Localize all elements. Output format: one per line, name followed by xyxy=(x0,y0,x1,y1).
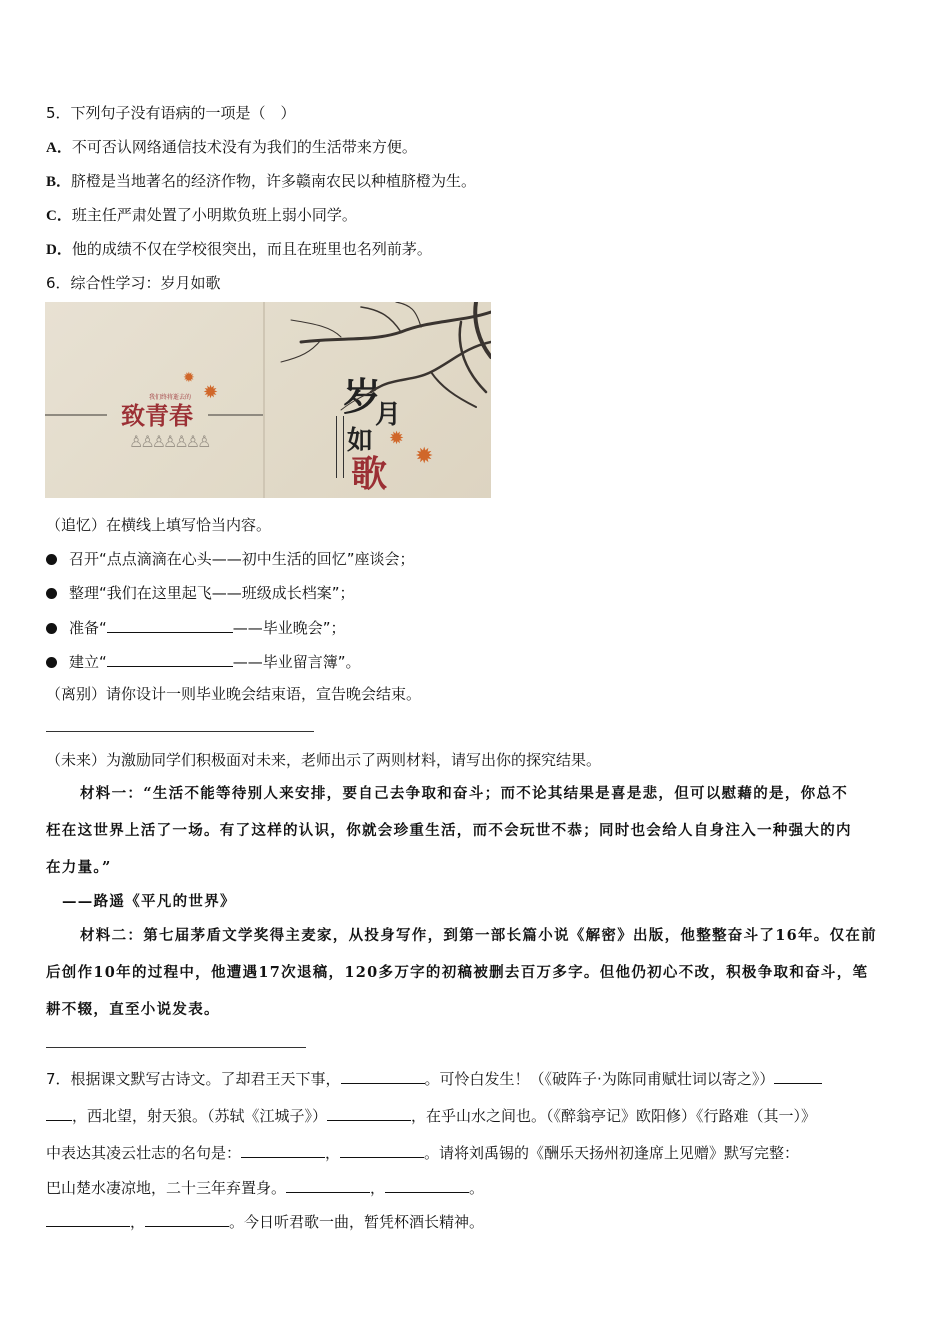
q6-bullet-item xyxy=(46,549,415,569)
q5-option-d[interactable] xyxy=(46,239,432,260)
option-letter: D． xyxy=(46,242,72,258)
option-letter: B． xyxy=(46,174,72,190)
fill-blank[interactable] xyxy=(774,1068,822,1084)
bullet-icon xyxy=(46,657,57,668)
bullet-icon xyxy=(46,588,57,599)
option-letter: C． xyxy=(46,208,72,224)
q7-text: ，在乎山水之间也。（《醉翁亭记》欧阳修）《行路难（其一）》 xyxy=(411,1107,817,1125)
bullet-text: ——毕业晚会”； xyxy=(232,619,346,637)
calligraphy-char: 岁 xyxy=(343,374,382,419)
illustration-rule-right xyxy=(208,414,263,416)
q6-future-prompt: （未来）为激励同学们积极面对未来，老师出示了两则材料，请写出你的探究结果。 xyxy=(46,751,602,769)
fill-blank[interactable] xyxy=(241,1142,325,1158)
q7-line xyxy=(46,1211,484,1232)
q6-bullet-item xyxy=(46,617,346,638)
material1-line: 枉在这世界上活了一场。有了这样的认识，你就会珍重生活，而不会玩世不恭；同时也会给人自身注入一种强大的内 xyxy=(46,822,852,839)
illustration-left-title: 致青春 xyxy=(121,402,193,430)
bullet-text: 整理“我们在这里起飞——班级成长档案”； xyxy=(69,584,355,602)
fill-blank[interactable] xyxy=(145,1211,229,1227)
material2-line: 后创作10年的过程中，他遭遇17次退稿，120多万字的初稿被删去百万多字。但他仍初心不改，积极争取和奋斗，笔 xyxy=(46,964,869,981)
q7-text: 。今日听君歌一曲，暂凭杯酒长精神。 xyxy=(229,1213,485,1231)
q7-text: 。可怜白发生！（《破阵子·为陈同甫赋壮词以寄之》） xyxy=(424,1070,775,1088)
tree-branches-icon xyxy=(261,302,491,412)
answer-line-farewell[interactable] xyxy=(46,731,314,732)
q7-text: 中表达其凌云壮志的名句是： xyxy=(46,1144,242,1162)
q6-stem: 6．综合性学习：岁月如歌 xyxy=(46,274,221,292)
q6-recall-prompt: （追忆）在横线上填写恰当内容。 xyxy=(46,516,272,534)
fill-blank-message-book[interactable] xyxy=(107,651,233,667)
material1-line: 材料一：“生活不能等待别人来安排，要自己去争取和奋斗；而不论其结果是喜是悲，但可以慰藉的是，你总不 xyxy=(80,785,849,802)
q6-illustration xyxy=(45,302,491,498)
q7-line xyxy=(46,1142,799,1163)
q7-text: ， xyxy=(370,1179,386,1197)
fill-blank[interactable] xyxy=(286,1177,370,1193)
q6-bullet-item xyxy=(46,583,355,603)
q7-text: 。 xyxy=(469,1179,485,1197)
q7-text: 。请将刘禹锡的《酬乐天扬州初逢席上见赠》默写完整： xyxy=(424,1144,800,1162)
fill-blank[interactable] xyxy=(327,1105,411,1121)
maple-leaf-icon: ✹ xyxy=(389,428,405,449)
bullet-icon xyxy=(46,554,57,565)
q5-stem: 5．下列句子没有语病的一项是（ ） xyxy=(46,104,296,122)
q6-bullet-item xyxy=(46,651,361,672)
option-text: 班主任严肃处置了小明欺负班上弱小同学。 xyxy=(71,206,357,224)
maple-leaf-icon: ✹ xyxy=(183,370,195,386)
fill-blank[interactable] xyxy=(340,1142,424,1158)
q5-option-b[interactable] xyxy=(46,171,476,192)
material1-source: ——路遥《平凡的世界》 xyxy=(62,893,236,910)
fill-blank[interactable] xyxy=(385,1177,469,1193)
answer-line-future[interactable] xyxy=(46,1047,306,1048)
bullet-text: 准备“ xyxy=(69,619,107,637)
option-text: 不可否认网络通信技术没有为我们的生活带来方便。 xyxy=(71,138,417,156)
q7-text: ，西北望，射天狼。（苏轼《江城子》） xyxy=(72,1107,328,1125)
bullet-text: 召开“点点滴滴在心头——初中生活的回忆”座谈会； xyxy=(69,550,415,568)
q7-text: 巴山楚水凄凉地，二十三年弃置身。 xyxy=(46,1179,287,1197)
calligraphy-char: 月 xyxy=(375,400,402,430)
calligraphy-char: 歌 xyxy=(351,453,388,495)
q7-text: 7．根据课文默写古诗文。了却君王天下事， xyxy=(46,1070,341,1088)
illustration-vertical-caption xyxy=(336,416,344,478)
q7-text: ， xyxy=(325,1144,341,1162)
option-letter: A． xyxy=(46,140,72,156)
maple-leaf-icon: ✹ xyxy=(415,444,434,469)
material1-line: 在力量。” xyxy=(46,859,112,876)
q5-option-a[interactable] xyxy=(46,137,417,158)
illustration-subtitle: 我们终将逝去的 xyxy=(149,394,192,401)
bullet-text: 建立“ xyxy=(69,653,107,671)
fill-blank[interactable] xyxy=(46,1105,72,1121)
people-silhouettes-icon: ♙♙♙♙♙♙♙ xyxy=(129,432,209,451)
q5-option-c[interactable] xyxy=(46,205,357,226)
illustration-rule-left xyxy=(45,414,107,416)
material2-line: 材料二：第七届茅盾文学奖得主麦家，从投身写作，到第一部长篇小说《解密》出版，他整整奋斗了16年。仅在前 xyxy=(80,927,877,944)
maple-leaf-icon: ✹ xyxy=(203,382,219,403)
fill-blank-evening-party[interactable] xyxy=(107,617,233,633)
bullet-text: ——毕业留言簿”。 xyxy=(232,653,361,671)
q7-line xyxy=(46,1105,816,1126)
q7-line xyxy=(46,1177,484,1198)
q6-farewell-prompt: （离别）请你设计一则毕业晚会结束语，宣告晚会结束。 xyxy=(46,685,422,703)
q7-text: ， xyxy=(130,1213,146,1231)
option-text: 脐橙是当地著名的经济作物，许多赣南农民以种植脐橙为生。 xyxy=(71,172,477,190)
fill-blank[interactable] xyxy=(46,1211,130,1227)
calligraphy-char: 如 xyxy=(347,426,374,456)
bullet-icon xyxy=(46,623,57,634)
fill-blank[interactable] xyxy=(341,1068,425,1084)
q7-line xyxy=(46,1068,822,1089)
option-text: 他的成绩不仅在学校很突出，而且在班里也名列前茅。 xyxy=(71,240,432,258)
material2-line: 耕不辍，直至小说发表。 xyxy=(46,1001,220,1018)
